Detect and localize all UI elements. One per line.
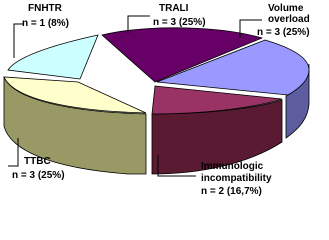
label-volume-2: overload	[268, 14, 310, 25]
label-trali-count: n = 3 (25%)	[153, 17, 206, 28]
label-immunologic: Immunologic	[201, 161, 264, 172]
label-volume-count: n = 3 (25%)	[257, 27, 310, 38]
label-fnhtr: FNHTR	[28, 3, 62, 14]
label-immunologic-2: incompatibility	[201, 173, 272, 184]
leader-fnhtr	[14, 24, 24, 58]
label-fnhtr-count: n = 1 (8%)	[22, 18, 69, 29]
label-volume: Volume	[268, 3, 304, 14]
pie-top	[4, 28, 309, 114]
label-trali: TRALI	[159, 3, 189, 14]
slice-fnhtr	[8, 35, 98, 79]
label-immunologic-count: n = 2 (16,7%)	[201, 186, 262, 197]
label-ttbc: TTBC	[24, 156, 51, 167]
label-ttbc-count: n = 3 (25%)	[12, 170, 65, 181]
